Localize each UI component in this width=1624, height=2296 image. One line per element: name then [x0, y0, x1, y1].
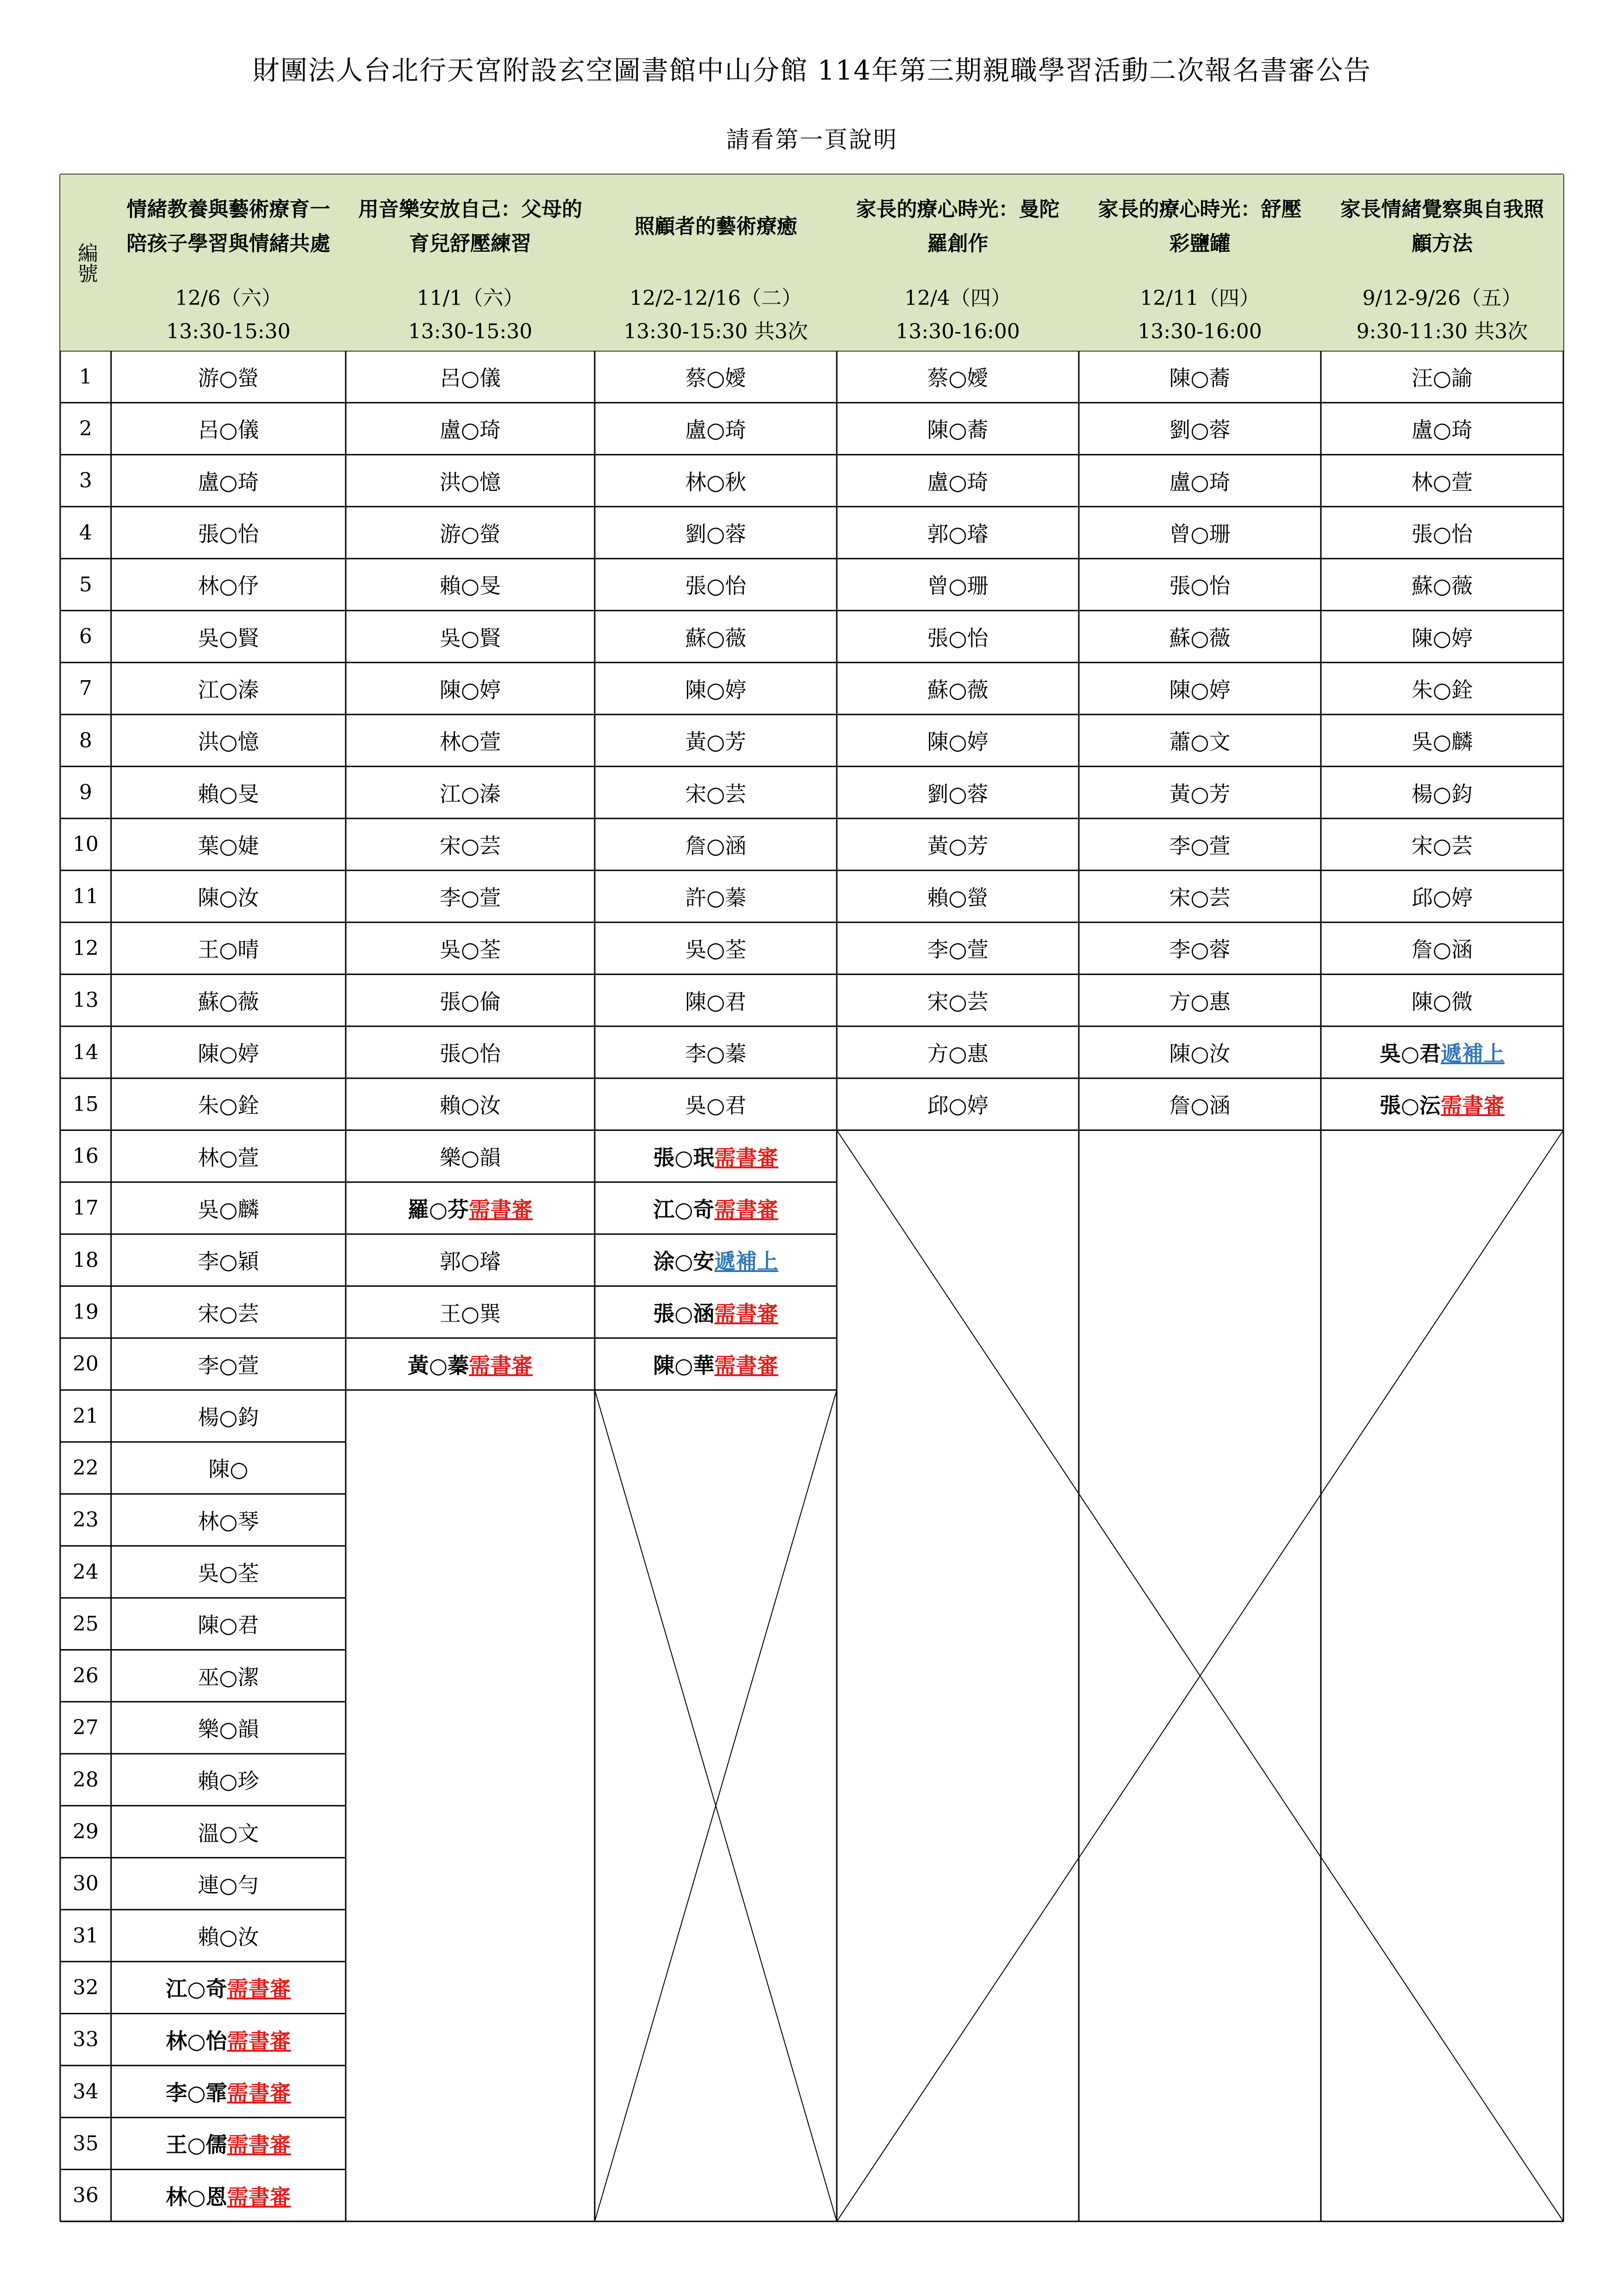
status-badge: 需書審 — [227, 1976, 291, 2002]
list-item: 黃○芳 — [685, 729, 747, 755]
list-item: 蘇○薇 — [1411, 573, 1473, 599]
list-item: 詹○涵 — [1411, 937, 1473, 962]
list-item: 蘇○薇 — [198, 989, 259, 1014]
list-item — [111, 2117, 346, 2169]
list-item: 蘇○薇 — [927, 677, 989, 702]
list-item: 林○萱 — [198, 1145, 259, 1170]
applicant-name: 李○霏 — [166, 2080, 227, 2106]
status-badge: 需書審 — [714, 1145, 778, 1170]
grid-line — [837, 1130, 1563, 2222]
list-item: 呂○儀 — [439, 366, 501, 391]
list-item: 朱○銓 — [1411, 677, 1473, 702]
row-number: 2 — [79, 416, 92, 441]
list-item: 連○勻 — [198, 1872, 259, 1898]
list-item: 盧○琦 — [439, 417, 501, 443]
course-time: 13:30-15:30 — [166, 319, 291, 343]
list-item: 吳○荃 — [439, 937, 501, 962]
list-item: 陳○汝 — [198, 885, 259, 911]
row-number: 21 — [73, 1404, 99, 1428]
applicant-name: 江○奇 — [166, 1976, 227, 2002]
list-item: 巫○潔 — [198, 1664, 259, 1690]
row-number: 25 — [73, 1612, 99, 1636]
row-number: 7 — [79, 676, 92, 701]
list-item: 游○螢 — [439, 521, 501, 547]
list-item — [111, 2170, 346, 2222]
list-item: 陳○婷 — [198, 1041, 259, 1067]
list-item: 曾○珊 — [1169, 521, 1231, 547]
list-item: 楊○鈞 — [198, 1405, 259, 1430]
course-schedule — [595, 279, 837, 351]
list-item: 陳○蕎 — [927, 417, 989, 443]
page-subtitle: 請看第一頁說明 — [726, 126, 898, 153]
row-number: 28 — [73, 1768, 99, 1792]
row-number: 33 — [73, 2028, 99, 2052]
list-item — [595, 1130, 837, 1182]
list-item: 宋○芸 — [1411, 833, 1473, 858]
list-item: 蕭○文 — [1169, 729, 1231, 755]
list-item: 李○萱 — [1169, 833, 1231, 858]
status-badge: 需書審 — [1441, 1093, 1505, 1118]
list-item: 郭○璿 — [439, 1249, 501, 1274]
list-item: 賴○旻 — [439, 573, 501, 599]
row-number: 27 — [73, 1716, 99, 1740]
list-item: 汪○諭 — [1411, 366, 1473, 391]
list-item: 林○伃 — [198, 573, 259, 599]
applicant-name: 林○怡 — [166, 2028, 227, 2054]
row-number: 6 — [79, 625, 92, 649]
list-item: 劉○蓉 — [927, 781, 989, 807]
list-item: 方○惠 — [927, 1041, 989, 1067]
row-number: 1 — [79, 365, 92, 389]
list-item: 盧○琦 — [685, 417, 747, 443]
list-item: 洪○憶 — [439, 469, 501, 495]
applicant-name: 張○沄 — [1379, 1093, 1441, 1118]
list-item: 王○晴 — [198, 937, 259, 962]
applicant-name: 王○儒 — [166, 2132, 227, 2158]
status-badge: 需書審 — [469, 1353, 533, 1378]
list-item: 吳○麟 — [198, 1197, 259, 1222]
list-item: 宋○芸 — [1169, 885, 1231, 911]
list-item: 黃○芳 — [1169, 781, 1231, 807]
list-item: 賴○旻 — [198, 781, 259, 807]
list-item: 蘇○薇 — [685, 625, 747, 651]
list-item: 江○溱 — [198, 677, 259, 702]
list-item: 林○萱 — [439, 729, 501, 755]
list-item: 張○怡 — [198, 521, 259, 547]
list-item: 劉○蓉 — [685, 521, 747, 547]
applicant-name: 陳○華 — [653, 1353, 715, 1378]
row-number: 9 — [79, 781, 92, 805]
course-date: 12/2-12/16（二） — [629, 286, 802, 310]
list-item: 張○怡 — [927, 625, 989, 651]
course-date: 11/1（六） — [417, 286, 524, 310]
list-item: 詹○涵 — [1169, 1093, 1231, 1118]
status-badge: 需書審 — [714, 1301, 778, 1326]
applicant-name: 張○珉 — [653, 1145, 715, 1170]
list-item: 樂○韻 — [439, 1145, 501, 1170]
list-item: 王○巽 — [439, 1301, 501, 1326]
list-item: 陳○蕎 — [1169, 366, 1231, 391]
row-number: 32 — [73, 1975, 99, 1999]
row-number: 14 — [73, 1040, 99, 1064]
list-item: 林○琴 — [198, 1508, 259, 1534]
list-item: 黃○芳 — [927, 833, 989, 858]
list-item: 吳○賢 — [198, 625, 259, 651]
list-item: 江○溱 — [439, 781, 501, 807]
row-number: 11 — [73, 884, 99, 908]
list-item: 詹○涵 — [685, 833, 747, 858]
list-item — [111, 2014, 346, 2066]
list-item: 林○萱 — [1411, 469, 1473, 495]
list-item: 盧○琦 — [1169, 469, 1231, 495]
status-badge: 需書審 — [714, 1197, 778, 1222]
course-date: 12/6（六） — [175, 286, 282, 310]
status-badge: 遞補上 — [1441, 1041, 1505, 1067]
row-number: 31 — [73, 1924, 99, 1948]
list-item: 吳○麟 — [1411, 729, 1473, 755]
list-item — [595, 1182, 837, 1234]
course-schedule — [346, 279, 595, 351]
list-item — [346, 1182, 595, 1234]
row-number: 23 — [73, 1508, 99, 1532]
course-time: 13:30-15:30 — [408, 319, 533, 343]
list-item: 許○蓁 — [685, 885, 747, 911]
list-item: 陳○君 — [198, 1613, 259, 1638]
list-item: 李○蓁 — [685, 1041, 747, 1067]
list-item: 宋○芸 — [927, 989, 989, 1014]
list-item: 盧○琦 — [1411, 417, 1473, 443]
list-item: 張○怡 — [1411, 521, 1473, 547]
status-badge: 需書審 — [227, 2080, 291, 2106]
course-date: 12/4（四） — [904, 286, 1011, 310]
applicant-name: 江○奇 — [653, 1197, 715, 1222]
applicant-name: 涂○安 — [653, 1249, 715, 1274]
status-badge: 遞補上 — [714, 1249, 778, 1274]
list-item: 陳○君 — [685, 989, 747, 1014]
row-number: 4 — [79, 521, 92, 545]
row-number: 35 — [73, 2131, 99, 2155]
list-item: 邱○婷 — [927, 1093, 989, 1118]
course-title: 家長的療心時光：曼陀羅創作 — [837, 174, 1079, 279]
list-item: 吳○賢 — [439, 625, 501, 651]
list-item: 洪○憶 — [198, 729, 259, 755]
course-time: 13:30-15:30 共3次 — [623, 319, 808, 343]
list-item: 賴○汝 — [198, 1924, 259, 1950]
grid-line — [837, 1130, 1563, 2222]
list-item: 劉○蓉 — [1169, 417, 1231, 443]
list-item: 游○螢 — [198, 366, 259, 391]
list-item: 李○萱 — [927, 937, 989, 962]
list-item: 葉○婕 — [198, 833, 259, 858]
list-item: 吳○荃 — [198, 1561, 259, 1586]
list-item: 溫○文 — [198, 1820, 259, 1846]
list-item: 吳○荃 — [685, 937, 747, 962]
list-item: 張○怡 — [1169, 573, 1231, 599]
course-title: 家長情緒覺察與自我照顧方法 — [1321, 174, 1563, 279]
course-schedule — [111, 279, 346, 351]
list-item — [595, 1286, 837, 1338]
row-number: 15 — [73, 1092, 99, 1116]
applicant-name: 林○恩 — [166, 2184, 227, 2209]
course-schedule — [837, 279, 1079, 351]
list-item: 蔡○嬡 — [927, 366, 989, 391]
row-number: 13 — [73, 988, 99, 1012]
course-schedule — [1079, 279, 1321, 351]
course-title: 照顧者的藝術療癒 — [595, 174, 837, 279]
list-item: 吳○君 — [685, 1093, 747, 1118]
course-time: 13:30-16:00 — [896, 319, 1020, 343]
row-number: 12 — [73, 936, 99, 960]
status-badge: 需書審 — [469, 1197, 533, 1222]
list-item: 林○秋 — [685, 469, 747, 495]
list-item: 楊○鈞 — [1411, 781, 1473, 807]
row-number: 8 — [79, 728, 92, 752]
list-item: 賴○汝 — [439, 1093, 501, 1118]
list-item: 邱○婷 — [1411, 885, 1473, 911]
row-number: 18 — [73, 1248, 99, 1272]
list-item: 宋○芸 — [685, 781, 747, 807]
row-number: 5 — [79, 572, 92, 596]
status-badge: 需書審 — [227, 2132, 291, 2158]
row-number: 17 — [73, 1196, 99, 1220]
list-item: 張○倫 — [439, 989, 501, 1014]
course-title: 情緒教養與藝術療育一陪孩子學習與情緒共處 — [111, 174, 346, 279]
row-number: 30 — [73, 1872, 99, 1896]
course-title: 用音樂安放自己：父母的育兒舒壓練習 — [346, 174, 595, 279]
list-item — [595, 1234, 837, 1286]
row-number: 36 — [73, 2184, 99, 2208]
list-item: 呂○儀 — [198, 417, 259, 443]
list-item: 盧○琦 — [198, 469, 259, 495]
list-item: 賴○螢 — [927, 885, 989, 911]
list-item — [346, 1338, 595, 1390]
list-item: 宋○芸 — [439, 833, 501, 858]
number-header: 編號 — [60, 174, 111, 351]
list-item — [1321, 1026, 1563, 1078]
list-item — [595, 1338, 837, 1390]
course-title: 家長的療心時光：舒壓彩鹽罐 — [1079, 174, 1321, 279]
row-number: 3 — [79, 469, 92, 493]
list-item: 郭○璿 — [927, 521, 989, 547]
applicant-name: 黃○蓁 — [407, 1353, 469, 1378]
row-number: 20 — [73, 1352, 99, 1376]
list-item — [111, 1961, 346, 2013]
status-badge: 需書審 — [714, 1353, 778, 1378]
applicant-name: 吳○君 — [1379, 1041, 1441, 1067]
course-time: 9:30-11:30 共3次 — [1356, 319, 1528, 343]
grid-line — [595, 1390, 837, 2222]
applicant-name: 張○涵 — [653, 1301, 715, 1326]
list-item: 樂○韻 — [198, 1716, 259, 1742]
page-title: 財團法人台北行天宮附設玄空圖書館中山分館 114年第三期親職學習活動二次報名書審公告 — [252, 55, 1372, 86]
list-item: 張○怡 — [439, 1041, 501, 1067]
list-item: 陳○微 — [1411, 989, 1473, 1014]
row-number: 10 — [73, 832, 99, 856]
list-item: 朱○銓 — [198, 1093, 259, 1118]
row-number: 22 — [73, 1456, 99, 1480]
list-item: 陳○汝 — [1169, 1041, 1231, 1067]
list-item — [111, 2066, 346, 2117]
list-item: 曾○珊 — [927, 573, 989, 599]
list-item: 陳○婷 — [927, 729, 989, 755]
list-item: 陳○婷 — [1411, 625, 1473, 651]
row-number: 16 — [73, 1144, 99, 1168]
list-item: 蔡○嬡 — [685, 366, 747, 391]
list-item: 蘇○薇 — [1169, 625, 1231, 651]
row-number: 24 — [73, 1560, 99, 1584]
course-date: 9/12-9/26（五） — [1362, 286, 1522, 310]
row-number: 26 — [73, 1664, 99, 1688]
list-item: 方○惠 — [1169, 989, 1231, 1014]
applicant-name: 羅○芬 — [407, 1197, 469, 1222]
list-item — [1321, 1078, 1563, 1130]
list-item: 陳○ — [208, 1457, 249, 1482]
course-date: 12/11（四） — [1140, 286, 1260, 310]
list-item: 張○怡 — [685, 573, 747, 599]
list-item: 李○萱 — [198, 1353, 259, 1378]
list-item: 李○萱 — [439, 885, 501, 911]
row-number: 19 — [73, 1300, 99, 1324]
row-number: 29 — [73, 1820, 99, 1844]
list-item: 陳○婷 — [1169, 677, 1231, 702]
status-badge: 需書審 — [227, 2184, 291, 2209]
row-number: 34 — [73, 2079, 99, 2104]
list-item: 李○蓉 — [1169, 937, 1231, 962]
course-schedule — [1321, 279, 1563, 351]
list-item: 李○穎 — [198, 1249, 259, 1274]
list-item: 宋○芸 — [198, 1301, 259, 1326]
list-item: 盧○琦 — [927, 469, 989, 495]
grid-line — [595, 1390, 837, 2222]
list-item: 陳○婷 — [439, 677, 501, 702]
list-item: 賴○珍 — [198, 1769, 259, 1794]
course-time: 13:30-16:00 — [1138, 319, 1262, 343]
list-item: 陳○婷 — [685, 677, 747, 702]
status-badge: 需書審 — [227, 2028, 291, 2054]
